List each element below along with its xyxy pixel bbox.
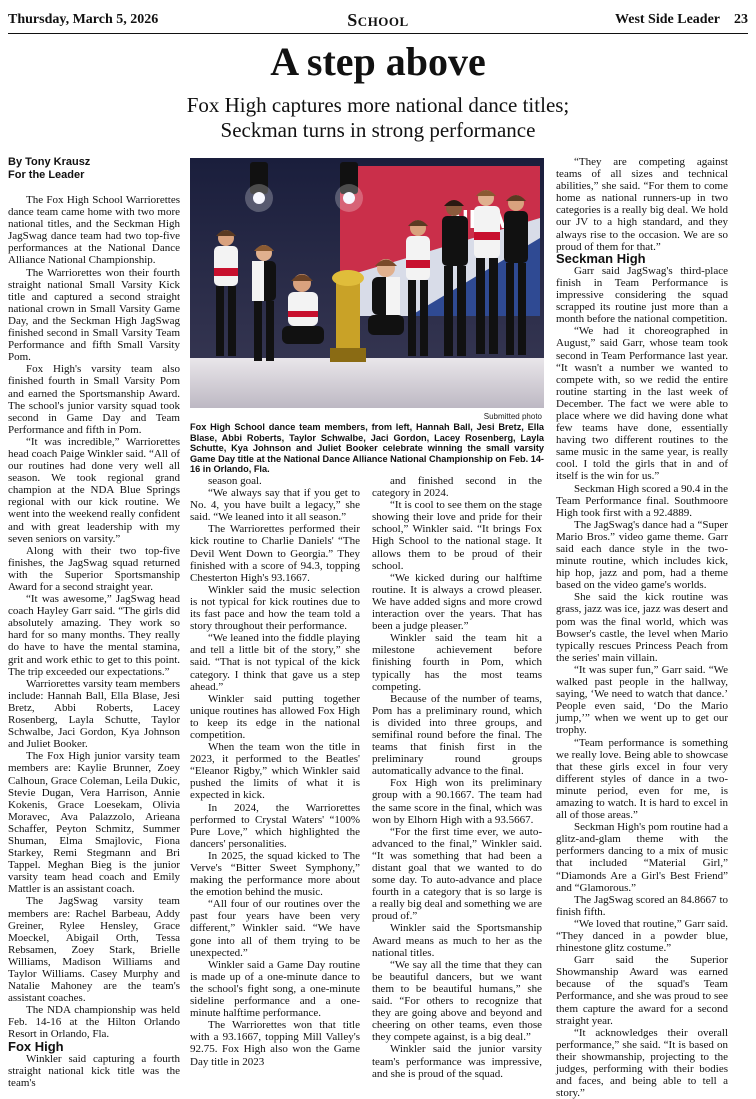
article-paragraph: “It was incredible,” Warriorettes head coach Paige Winkler said. “All of our routines had done very well all season. We took regional grand champion at the NDA Blue Springs regional with our kick routine. We went into the weekend really confident and with great leadership with my seven seniors on varsity.” bbox=[8, 435, 180, 545]
column-4-top bbox=[556, 156, 728, 253]
article-paragraph: The JagSwag's dance had a “Super Mario Bros.” video game theme. Garr said each dance style in the two-minute routine, which includes kick, hip hop, jazz and pom, had a theme based on the video game's worlds. bbox=[556, 518, 728, 592]
team-photo bbox=[190, 158, 544, 408]
article-paragraph: When the team won the title in 2023, it performed to the Beatles' “Eleanor Rigby,” which Winkler said pushed the limits of what it is expected in kick. bbox=[190, 741, 360, 802]
article-column-2 bbox=[190, 475, 360, 1068]
article-paragraph: Garr said JagSwag's third-place finish in Team Performance is impressive considering the squad scrapped its routine just more than a month before the national competition. bbox=[556, 264, 728, 326]
article-paragraph: In 2025, the squad kicked to The Verve's “Bitter Sweet Symphony,” making the performance more about the emotion behind the music. bbox=[190, 849, 360, 899]
article-column-1 bbox=[8, 156, 180, 1089]
masthead-rule bbox=[8, 33, 748, 34]
deck bbox=[0, 93, 756, 143]
subhead-fox-high: Fox High bbox=[8, 1038, 64, 1054]
article-paragraph: Seckman High scored a 90.4 in the Team Performance final. Southmoore High took first with a 92.4889. bbox=[556, 482, 728, 519]
article-paragraph: “Team performance is something we really love. Being able to showcase that these girls excel in four very different styles of dance in a two-minute period, even for me, is amazing to watch. It is hard to excel in all of those areas.” bbox=[556, 736, 728, 822]
article-paragraph: She said the kick routine was grass, jazz was ice, jazz was desert and pom was the final world, which was Bowser's castle, the level when Mario typically rescues Princess Peach from the series' main villain. bbox=[556, 591, 728, 664]
article-paragraph: Winkler said capturing a fourth straight national kick title was the team's bbox=[8, 1052, 180, 1089]
article-paragraph: and finished second in the category in 2024. bbox=[372, 475, 542, 500]
article-paragraph: Winkler said the junior varsity team's performance was impressive, and she is proud of the squad. bbox=[372, 1043, 542, 1080]
section-name: School bbox=[347, 10, 409, 30]
article-paragraph: Warriorettes varsity team members include: Hannah Ball, Ella Blase, Jesi Bretz, Abbi Roberts, Lacey Rosenberg, Layla Schutte, Taylor Schwalbe, Jaci Gordon, Kya Johnson and Juliet Booker. bbox=[8, 677, 180, 751]
article-paragraph: “It acknowledges their overall performance,” she said. “It is based on their showmanship, projecting to the judges, performing with their bodies and faces, and being able to tell a story.” bbox=[556, 1026, 728, 1099]
article-column-4 bbox=[556, 156, 728, 1099]
page-number: 23 bbox=[734, 12, 748, 27]
article-paragraph: Winkler said the music selection is not typical for kick routines due to its fast pace and how the team told a story throughout their performance. bbox=[190, 583, 360, 633]
column-4-paragraphs bbox=[556, 265, 728, 1099]
article-paragraph: The Warriorettes performed their kick routine to Charlie Daniels' “The Devil Went Down to Georgia.” They finished with a score of 94.3, topping Chesterton High's 93.1667. bbox=[190, 523, 360, 584]
masthead bbox=[8, 8, 748, 32]
article-paragraph: “We say all the time that they can be beautiful dancers, but we want them to be beautiful humans,” she said. “For others to recognize that they are going above and beyond and cheering on other teams, even those they compete against, is a big deal.” bbox=[372, 958, 542, 1044]
article-paragraph: Garr said the Superior Showmanship Award was earned because of the squad's Team Performance, and she was proud to see them capture the award for a second straight year. bbox=[556, 954, 728, 1027]
deck-line: Fox High captures more national dance titles; bbox=[186, 93, 570, 117]
article-paragraph: “We always say that if you get to No. 4, you have built a legacy,” she said. “We leaned into it all season.” bbox=[190, 487, 360, 524]
article-paragraph: “We leaned into the fiddle playing and tell a little bit of the story,” she said. “That is not typical of the kick category. I think that gave us a step ahead.” bbox=[190, 632, 360, 693]
article-paragraph: Winkler said the team hit a milestone achievement before finishing fourth in Pom, which typically has the most teams competing. bbox=[372, 632, 542, 693]
issue-date: Thursday, March 5, 2026 bbox=[8, 12, 159, 27]
subhead-seckman-high: Seckman High bbox=[556, 250, 646, 266]
article-paragraph: The JagSwag scored an 84.8667 to finish fifth. bbox=[556, 893, 728, 918]
article-paragraph: “We had it choreographed in August,” said Garr, whose team took second in Team Performance last year. “It wasn't a number we wanted to compete with, so we redid the entire routine starting in the last week of December. The fact we were able to place where we did having done what few teams have done, essentially having two different routines to the same music in the same year, is really cool. I told the girls that in and of itself is the win for us.” bbox=[556, 325, 728, 483]
byline-author: By Tony Krausz bbox=[8, 156, 91, 168]
article-paragraph: “It was super fun,” Garr said. “We walked past people in the hallway, saying, ‘We need to watch that dance.’ People even said, ‘Do the Mario jump,’” when we went up to get our trophy. bbox=[556, 663, 728, 737]
article-paragraph: The NDA championship was held Feb. 14-16 at the Hilton Orlando Resort in Orlando, Fla. bbox=[8, 1004, 180, 1041]
article-paragraph: “We loved that routine,” Garr said. “They danced in a powder blue, rhinestone glitz costume.” bbox=[556, 917, 728, 955]
byline-affiliation: For the Leader bbox=[8, 169, 85, 181]
deck-line: Seckman turns in strong performance bbox=[220, 118, 536, 142]
article-paragraph: In 2024, the Warriorettes performed to Crystal Waters' “100% Pure Love,” which highlighted the dancers' personalities. bbox=[190, 801, 360, 850]
headline: A step above bbox=[270, 39, 486, 84]
article-paragraph: The Warriorettes won their fourth straight national Small Varsity Kick title and captured a second straight national crown in Small Varsity Game Day, and the Seckman High JagSwag finished second in Small Varsity Team Performance and fifth Small Varsity Pom. bbox=[8, 266, 180, 364]
article-paragraph: Because of the number of teams, Pom has a preliminary round, which is divided into three groups, and semifinal round before the final. The teams that finish first in the preliminary round groups automatically advance to the final. bbox=[372, 692, 542, 778]
byline bbox=[8, 156, 180, 182]
article-paragraph: “It is cool to see them on the stage showing their love and pride for their school,” Winkler said. “It brings Fox High School to the national stage. It allows them to be proud of their school. bbox=[372, 499, 542, 572]
article-paragraph: The Warriorettes won that title with a 93.1667, topping Mill Valley's 92.75. Fox High also won the Game Day title in 2023 bbox=[190, 1019, 360, 1068]
article-paragraph: season goal. bbox=[208, 475, 262, 487]
article-paragraph: The Fox High School Warriorettes dance team came home with two more national titles, and the Seckman High JagSwag dance team had two top-five performances at the National Dance Alliance National Championship. bbox=[8, 194, 180, 267]
article-paragraph: “It was awesome,” JagSwag head coach Hayley Garr said. “The girls did absolutely amazing. They work so hard for so many months. They really do have to have the mental stamina, grit and work ethic to get to this point. The trip exceeded our expectations.” bbox=[8, 593, 180, 678]
paper-name: West Side Leader bbox=[615, 12, 720, 27]
article-paragraph: “For the first time ever, we auto-advanced to the final,” Winkler said. “It was something that had been a distant goal that we wanted to do some day. To auto-advance and place fourth in a category that is so large is a really big deal and something we are proud of.” bbox=[372, 825, 542, 923]
column-1-tail bbox=[8, 1053, 180, 1089]
article-paragraph: Along with their two top-five finishes, the JagSwag squad returned with the Superior Sportsmanship Award for a second straight year. bbox=[8, 544, 180, 593]
paper-info bbox=[615, 12, 748, 28]
article-paragraph: Seckman High's pom routine had a glitz-and-glam theme with the performers dancing to a mix of music that included “Material Girl,” “Diamonds Are a Girl's Best Friend” and “Glamorous.” bbox=[556, 821, 728, 894]
article-paragraph: Winkler said a Game Day routine is made up of a one-minute dance to the school's fight song, a one-minute sideline performance and a one-minute halftime performance. bbox=[190, 958, 360, 1020]
article-paragraph: “We kicked during our halftime routine. It is always a crowd pleaser. We have added signs and more crowd interaction over the years. That has been a judge pleaser.” bbox=[372, 571, 542, 633]
photo-caption: Fox High School dance team members, from left, Hannah Ball, Jesi Bretz, Ella Blase, Abbi Roberts, Taylor Schwalbe, Jaci Gordon, Lacey Rosenberg, Layla Schutte, Kya Johnson and Juliet Booker celebrate winning the small varsity Game Day title at the National Dance Alliance National Championship on Feb. 14-16 in Orlando, Fla. bbox=[190, 422, 544, 475]
article-paragraph: Winkler said the Sportsmanship Award means as much to her as the national titles. bbox=[372, 922, 542, 959]
article-paragraph: Winkler said putting together unique routines has allowed Fox High to keep its edge in the national competition. bbox=[190, 692, 360, 741]
article-paragraph: The Fox High junior varsity team members are: Kaylie Brunner, Zoey Calhoun, Grace Coleman, Leila Dukic, Stevie Dugan, Vera Harrison, Annie Kokenis, Grace Loesekam, Olivia Moravec, Ava Palazzolo, Arieana Schaffer, Peyton Schmitz, Summer Shuman, Elma Smajlovic, Fiona Starkey, Remi Stegmann and Bri Tappel. Meghan Bieg is the junior varsity team head coach and Emily Mattler is an assistant coach. bbox=[8, 750, 180, 896]
article-paragraph: “All four of our routines over the past four years have been very different,” Winkler said. “We have gone into all of them trying to be unexpected.” bbox=[190, 898, 360, 959]
article-paragraph: The JagSwag varsity team members are: Rachel Barbeau, Addy Greiner, Rylee Hensley, Grace Moeckel, Abigail Orth, Tessa Rebsamen, Zoey Stark, Brielle Williams, Madison Williams and Taylor Williams. Casey Murphy and Natalie Mahoney are the team's assistant coaches. bbox=[8, 895, 180, 1005]
article-paragraph: Fox High won its preliminary group with a 90.1667. The team had the same score in the final, which was won by Elhorn High with a 93.5667. bbox=[372, 777, 542, 826]
photo-credit: Submitted photo bbox=[483, 412, 542, 421]
article-column-3 bbox=[372, 475, 542, 1080]
article-paragraph: Fox High's varsity team also finished fourth in Small Varsity Pom and earned the Sportsmanship Award. The school's junior varsity squad took second in Game Day and Team Performance and fifth in Pom. bbox=[8, 363, 180, 436]
column-1-paragraphs bbox=[8, 194, 180, 1041]
article-paragraph: “They are competing against teams of all sizes and technical abilities,” she said. “For them to come home as national runners-up in two categories is a really big deal. We hold our JV to a high standard, and they always rise to the occasion. We are so proud of them for that.” bbox=[556, 156, 728, 253]
